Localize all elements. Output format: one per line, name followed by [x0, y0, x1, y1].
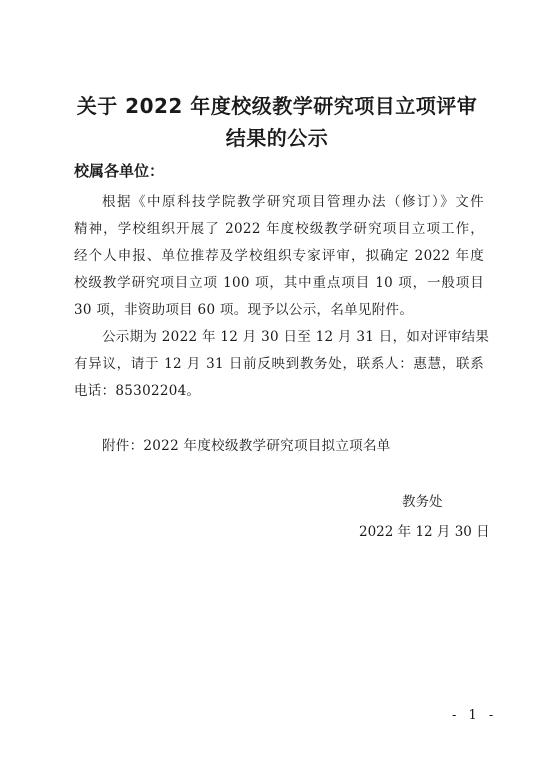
signature-org: 教务处	[402, 494, 443, 510]
paragraph-2-line-3: 电话：85302204。	[74, 383, 201, 399]
paragraph-1-line-2: 精神，学校组织开展了 2022 年度校级教学研究项目立项工作，	[74, 221, 484, 237]
paragraph-2-line-2: 有异议，请于 12 月 31 日前反映到教务处，联系人：惠慧，联系	[74, 356, 484, 372]
document-title-line-1: 关于 2022 年度校级教学研究项目立项评审	[76, 94, 478, 118]
attachment-note: 附件：2022 年度校级教学研究项目拟立项名单	[102, 438, 391, 454]
paragraph-1-line-4: 校级教学研究项目立项 100 项，其中重点项目 10 项，一般项目	[74, 275, 484, 291]
page-number: - 1 -	[452, 708, 498, 723]
paragraph-1-line-3: 经个人申报、单位推荐及学校组织专家评审，拟确定 2022 年度	[74, 248, 484, 264]
signature-date: 2022 年 12 月 30 日	[359, 524, 490, 540]
paragraph-1-line-5: 30 项，非资助项目 60 项。现予以公示，名单见附件。	[74, 302, 414, 318]
addressee: 校属各单位：	[74, 162, 165, 180]
document-title-line-2: 结果的公示	[225, 126, 329, 150]
paragraph-1-line-1: 根据《中原科技学院教学研究项目管理办法（修订）》文件	[102, 194, 484, 210]
paragraph-2-line-1: 公示期为 2022 年 12 月 30 日至 12 月 31 日，如对评审结果	[102, 329, 490, 345]
